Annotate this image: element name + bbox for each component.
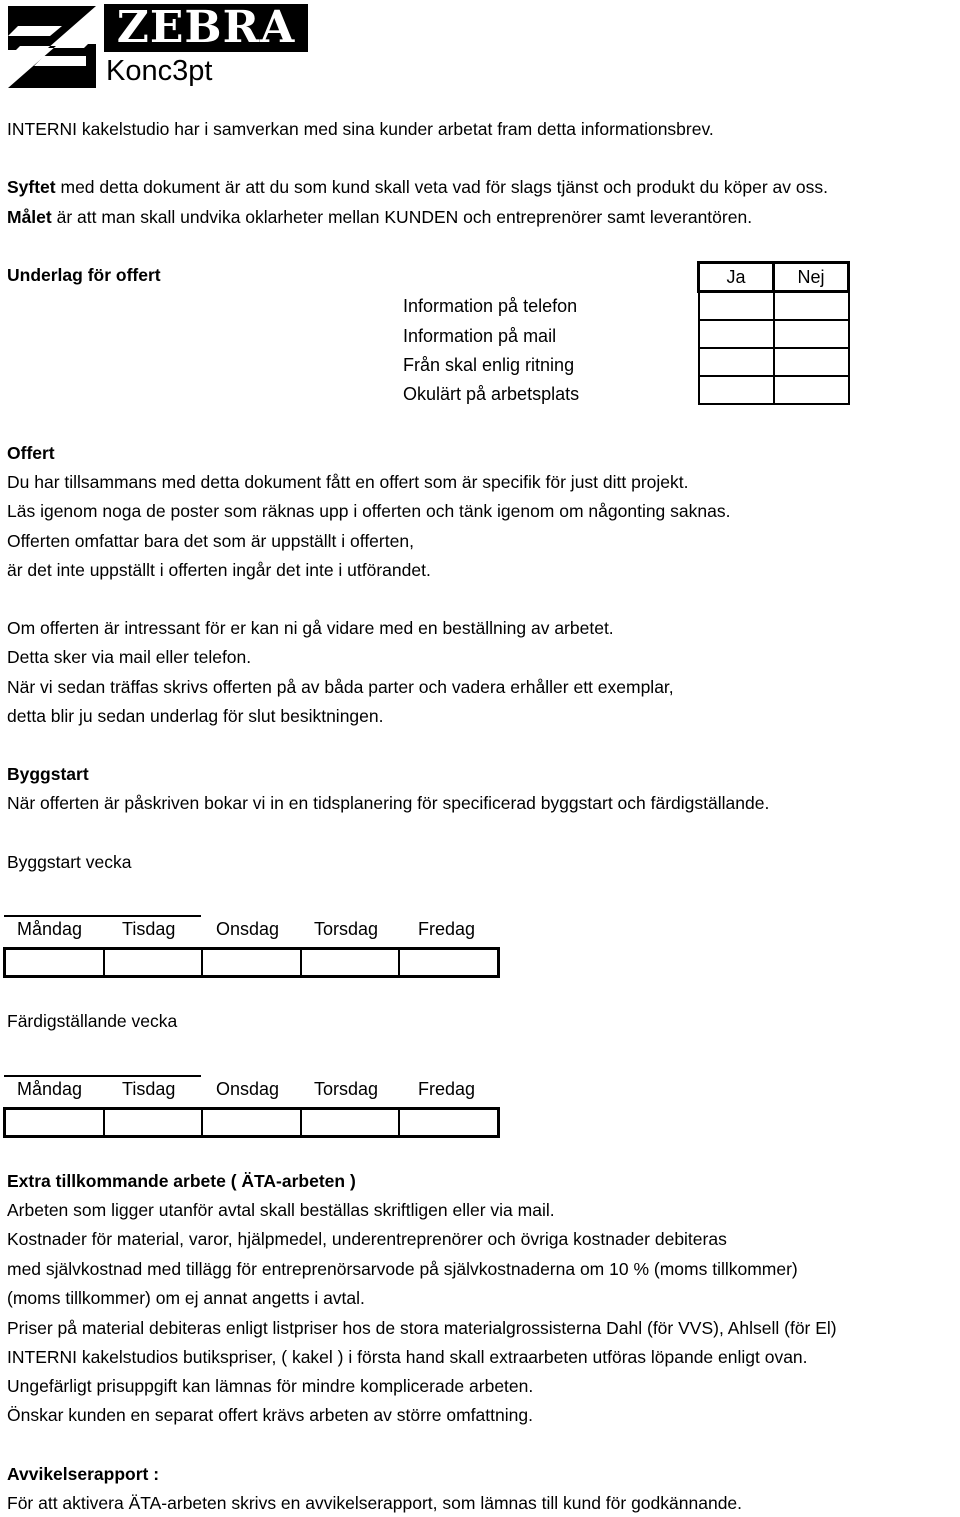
start-day-cell[interactable] [105,950,204,975]
day-label: Onsdag [216,919,280,939]
start-day-grid [3,947,500,978]
extra-line: INTERNI kakelstudios butikspriser, ( kakel ) i första hand skall extraarbeten utföras löpande enligt ovan. [7,1347,808,1367]
purpose-line-1 [7,176,828,198]
zebra-z-mark-icon [4,4,100,90]
purpose-line-2 [7,206,752,228]
day-label: Måndag [17,1079,83,1099]
offert-line: Offerten omfattar bara det som är uppställt i offerten, [7,531,414,551]
extra-line: med självkostnad med tillägg för entreprenörsarvode på självkostnaderna om 10 % (moms tillkommer) [7,1259,798,1279]
purpose-bold-1: Syftet [7,177,56,197]
day-label: Fredag [418,919,476,939]
logo-sub-text: Konc3pt [106,55,213,87]
extra-line: Priser på material debiteras enligt listpriser hos de stora materialgrossisterna Dahl (för VVS), Ahlsell (för El) [7,1318,837,1338]
finish-day-cell[interactable] [203,1110,302,1135]
option-site: Okulärt på arbetsplats [403,384,580,404]
option-drawing: Från skal enlig ritning [403,355,575,375]
company-logo [4,2,304,92]
day-label: Tisdag [122,1079,176,1099]
day-label: Torsdag [314,1079,379,1099]
extra-line: Arbeten som ligger utanför avtal skall beställas skriftligen eller via mail. [7,1200,555,1220]
checkbox-mail-no[interactable] [774,320,849,348]
intro-text: INTERNI kakelstudio har i samverkan med sina kunder arbetat fram detta informationsbrev. [7,119,714,139]
avvikelse-heading: Avvikelserapport : [7,1464,160,1484]
finish-day-cell[interactable] [105,1110,204,1135]
logo-brand-text: ZEBRA [104,4,308,52]
day-label: Tisdag [122,919,176,939]
start-day-cell[interactable] [400,950,497,975]
offert-line-2: detta blir ju sedan underlag för slut besiktningen. [7,706,384,726]
offert-line: Du har tillsammans med detta dokument fått en offert som är specifik för just ditt projekt. [7,472,689,492]
start-day-cell[interactable] [203,950,302,975]
checkbox-site-yes[interactable] [699,376,774,404]
offert-heading: Offert [7,443,55,463]
option-mail: Information på mail [403,326,557,346]
finish-day-grid [3,1107,500,1138]
offert-line: Läs igenom noga de poster som räknas upp i offerten och tänk igenom om någonting saknas. [7,501,731,521]
byggstart-week-label: Byggstart vecka [7,852,132,872]
extra-heading: Extra tillkommande arbete ( ÄTA-arbeten ) [7,1171,356,1191]
checkbox-mail-yes[interactable] [699,320,774,348]
col-yes-header: Ja [699,263,774,292]
purpose-text-2: är att man skall undvika oklarheter mellan KUNDEN och entreprenörer samt leverantören. [51,207,753,227]
finish-week-label: Färdigställande vecka [7,1011,178,1031]
checkbox-phone-no[interactable] [774,292,849,321]
start-day-cell[interactable] [302,950,401,975]
offert-line-2: Om offerten är intressant för er kan ni gå vidare med en beställning av arbetet. [7,618,614,638]
yes-no-table [697,261,850,405]
checkbox-drawing-no[interactable] [774,348,849,376]
option-phone: Information på telefon [403,296,578,316]
extra-line: (moms tillkommer) om ej annat angetts i avtal. [7,1288,365,1308]
day-label: Måndag [17,919,83,939]
offert-line: är det inte uppställt i offerten ingår det inte i utförandet. [7,560,431,580]
byggstart-heading: Byggstart [7,764,89,784]
offert-line-2: Detta sker via mail eller telefon. [7,647,252,667]
checkbox-drawing-yes[interactable] [699,348,774,376]
finish-week-line [4,1075,201,1077]
extra-line: Kostnader för material, varor, hjälpmedel, underentreprenörer och övriga kostnader debiteras [7,1229,727,1249]
byggstart-text: När offerten är påskriven bokar vi in en tidsplanering för specificerad byggstart och färdigställande. [7,793,770,813]
day-label: Onsdag [216,1079,280,1099]
start-week-line [4,915,201,917]
day-label: Torsdag [314,919,379,939]
purpose-text-1: med detta dokument är att du som kund skall veta vad för slags tjänst och produkt du köper av oss. [55,177,828,197]
col-no-header: Nej [774,263,849,292]
finish-day-cell[interactable] [302,1110,401,1135]
underlag-heading: Underlag för offert [7,265,161,285]
finish-day-cell[interactable] [6,1110,105,1135]
start-day-cell[interactable] [6,950,105,975]
day-label: Fredag [418,1079,476,1099]
checkbox-phone-yes[interactable] [699,292,774,321]
extra-line: Önskar kunden en separat offert krävs arbeten av större omfattning. [7,1405,533,1425]
finish-day-cell[interactable] [400,1110,497,1135]
purpose-bold-2: Målet [7,207,52,227]
checkbox-site-no[interactable] [774,376,849,404]
extra-line: Ungefärligt prisuppgift kan lämnas för mindre komplicerade arbeten. [7,1376,534,1396]
avvikelse-text: För att aktivera ÄTA-arbeten skrivs en avvikelserapport, som lämnas till kund för godkännande. [7,1493,743,1513]
offert-line-2: När vi sedan träffas skrivs offerten på av båda parter och vadera erhåller ett exemplar, [7,677,674,697]
